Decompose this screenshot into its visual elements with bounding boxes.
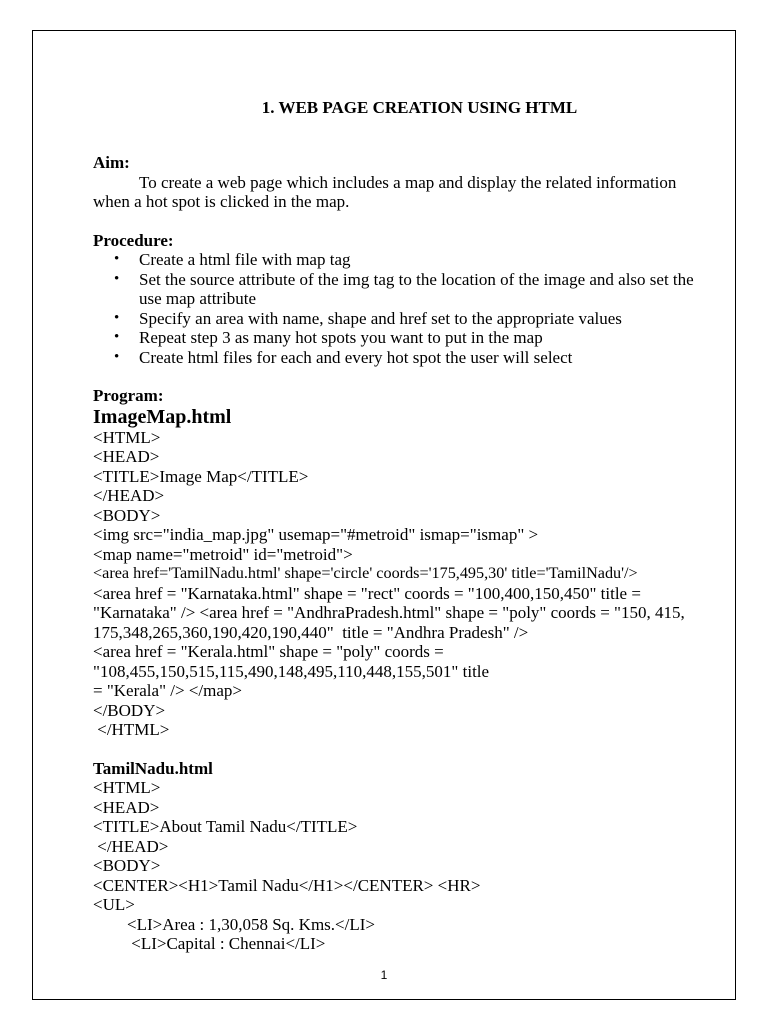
code-line: = "Kerala" /> </map> [93,681,242,700]
code-line: </BODY> [93,700,166,720]
procedure-label: Procedure: [93,230,174,250]
file-heading-tamilnadu: TamilNadu.html [93,758,213,778]
code-line: <CENTER><H1>Tamil Nadu</H1></CENTER> <HR> [93,875,481,895]
code-line: </HEAD> [93,836,169,856]
page-title: 1. WEB PAGE CREATION USING HTML [261,98,578,117]
document-body [93,98,718,954]
code-line: <area href = "Karnataka.html" shape = "rect" coords = "100,400,150,450" title = "Karnataka" /> <area href = "AndhraPradesh.html" shape = "poly" coords = "150, 415, 175,348,265,360,190,420,190,440" title = "Andhra Pradesh" /> [93,583,689,642]
aim-label: Aim: [93,153,130,172]
procedure-step: • Create html files for each and every hot spot the user will select [139,348,718,368]
program-label: Program: [93,386,164,405]
procedure-list [93,250,718,367]
code-line: <TITLE>Image Map</TITLE> [93,466,309,486]
code-block-tamilnadu [93,778,718,954]
aim-text: To create a web page which includes a map and display the related information [139,172,677,192]
procedure-step: • Create a html file with map tag [139,250,718,270]
code-block-imagemap [93,428,718,740]
file-heading-imagemap: ImageMap.html [93,405,232,428]
procedure-step: • Set the source attribute of the img tag to the location of the image and also set the use map attribute [139,270,718,309]
code-line: "108,455,150,515,115,490,148,495,110,448,155,501" title [93,661,490,681]
code-line: <map name="metroid" id="metroid"> [93,544,353,564]
code-line: <HTML> [93,427,161,447]
code-line: </HTML> [93,720,170,739]
aim-text-continued: when a hot spot is clicked in the map. [93,192,350,211]
code-line: <HEAD> [93,797,160,817]
procedure-step: • Repeat step 3 as many hot spots you want to put in the map [139,328,718,348]
code-line: <area href = "Kerala.html" shape = "poly" coords = [93,642,444,661]
procedure-step: • Specify an area with name, shape and href set to the appropriate values [139,309,718,329]
code-line: <HEAD> [93,447,160,466]
code-line: <LI>Area : 1,30,058 Sq. Kms.</LI> [93,914,375,934]
code-line: <UL> [93,895,135,914]
code-line: <BODY> [93,505,161,525]
page-number: 1 [380,968,388,982]
code-line: <HTML> [93,778,161,797]
code-line: </HEAD> [93,486,165,505]
code-line: <img src="india_map.jpg" usemap="#metroid" ismap="ismap" > [93,525,539,544]
code-line: <TITLE>About Tamil Nadu</TITLE> [93,817,358,836]
code-line: <area href='TamilNadu.html' shape='circle' coords='175,495,30' title='TamilNadu'/> [93,564,638,582]
code-line: <BODY> [93,856,161,875]
code-line: <LI>Capital : Chennai</LI> [93,934,326,953]
